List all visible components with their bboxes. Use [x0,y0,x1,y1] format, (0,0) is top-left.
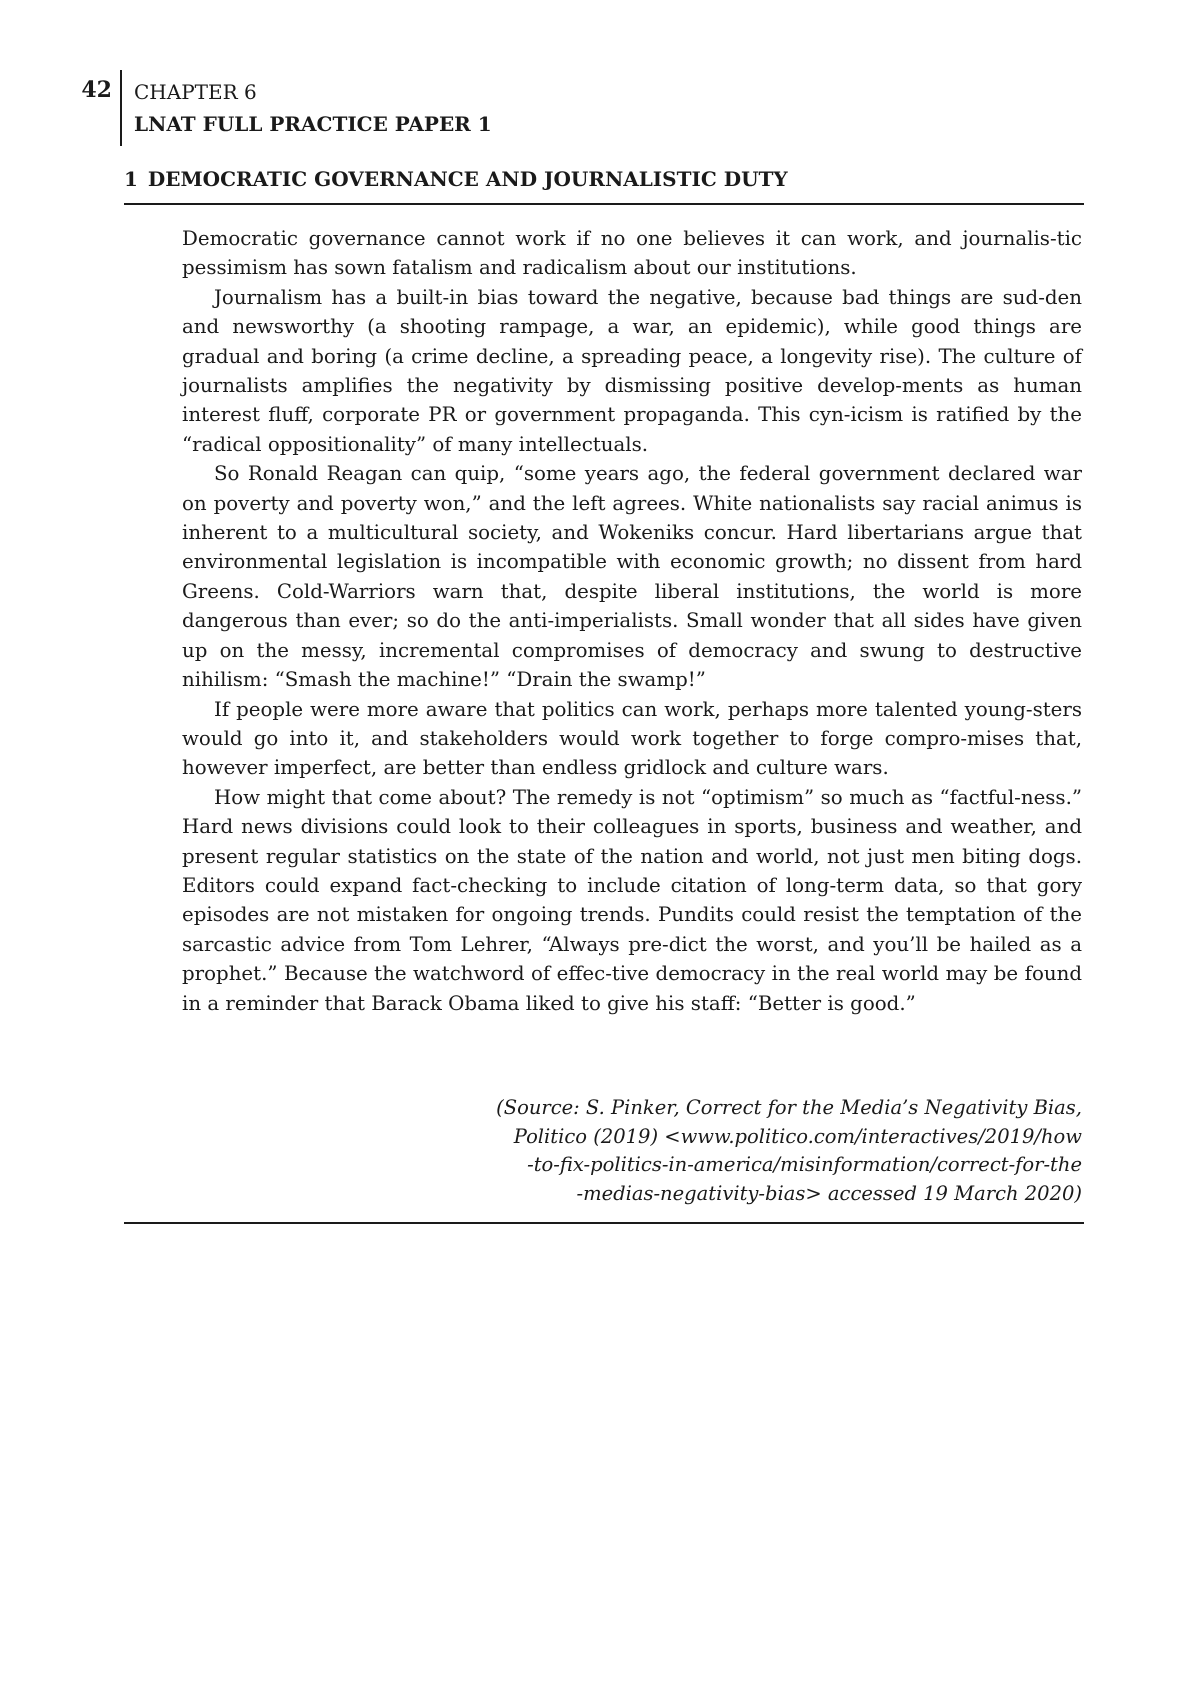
chapter-title: LNAT FULL PRACTICE PAPER 1 [134,112,492,136]
passage-paragraph: Democratic governance cannot work if no one believes it can work, and journalis-tic pessimism has sown fatalism and radicalism about our institutions. [182,227,1082,280]
source-line: -medias-negativity-bias> accessed 19 March 2020) [576,1181,1082,1205]
running-header [134,76,492,140]
source-line: (Source: S. Pinker, Correct for the Media’s Negativity Bias, [496,1096,1082,1119]
source-citation [182,1094,1082,1208]
passage-text [182,224,1082,1018]
passage-paragraph: Journalism has a built-in bias toward the negative, because bad things are sud-den and newsworthy (a shooting rampage, a war, an epidemic), while good things are gradual and boring (a crime decline, a spreading peace, a longevity rise). The culture of journalists amplifies the negativity by dismissing positive develop-ments as human interest fluff, corporate PR or government propaganda. This cyn-icism is ratified by the “radical oppositionality” of many intellectuals. [182,285,1082,456]
header-divider [120,70,122,146]
source-line: -to-fix-politics-in-america/misinformation/correct-for-the [527,1153,1082,1176]
bottom-divider [124,1222,1084,1224]
section-heading [124,165,788,193]
passage-paragraph: So Ronald Reagan can quip, “some years ago, the federal government declared war on poverty and poverty won,” and the left agrees. White nationalists say racial animus is inherent to a multicultural society, and Wokeniks concur. Hard libertarians argue that environmental legislation is incompatible with economic growth; no dissent from hard Greens. Cold-Warriors warn that, despite liberal institutions, the world is more dangerous than ever; so do the anti-imperialists. Small wonder that all sides have given up on the messy, incremental compromises of democracy and swung to destructive nihilism: “Smash the machine!” “Drain the swamp!” [182,462,1082,692]
passage-paragraph: If people were more aware that politics can work, perhaps more talented young-sters would go into it, and stakeholders would work together to forge compro-mises that, however imperfect, are better than endless gridlock and culture wars. [182,697,1082,780]
page-number: 42 [81,77,112,103]
top-divider [124,203,1084,205]
section-title: DEMOCRATIC GOVERNANCE AND JOURNALISTIC DUTY [147,167,788,191]
source-line: Politico (2019) <www.politico.com/interactives/2019/how [513,1124,1082,1148]
section-number: 1 [124,167,138,191]
chapter-label: CHAPTER 6 [134,80,257,104]
passage-paragraph: How might that come about? The remedy is not “optimism” so much as “factful-ness.” Hard news divisions could look to their colleagues in sports, business and weather, and present regular statistics on the state of the nation and world, not just men biting dogs. Editors could expand fact-checking to include citation of long-term data, so that gory episodes are not mistaken for ongoing trends. Pundits could resist the temptation of the sarcastic advice from Tom Lehrer, “Always pre-dict the worst, and you’ll be hailed as a prophet.” Because the watchword of effec-tive democracy in the real world may be found in a reminder that Barack Obama liked to give his staff: “Better is good.” [182,785,1082,1015]
